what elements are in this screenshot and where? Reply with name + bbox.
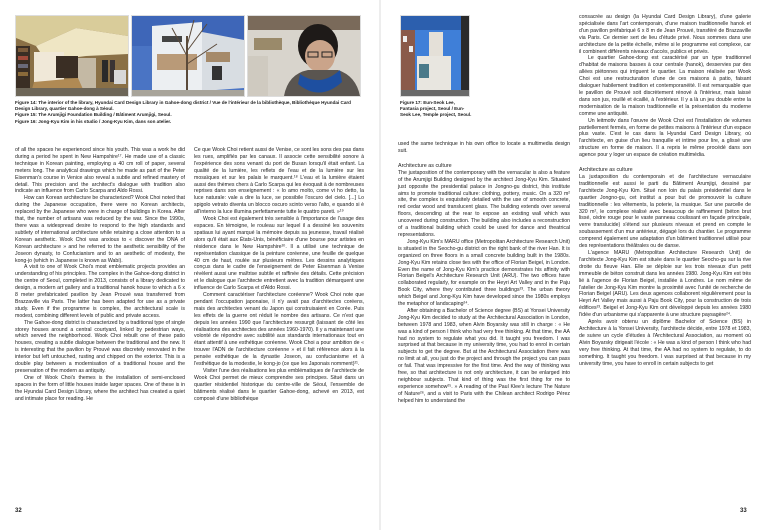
french-column-left <box>194 147 364 403</box>
library-interior-photo <box>15 15 129 97</box>
english-column-left <box>15 147 185 403</box>
body-paragraph: The Gahoe-dong district is characterized by a traditional type of single storey houses around a central courtyard, linked by pedestrian ways, which served the neighborhood. Wook Choi rebuilt one of these patio houses, creating a subtle dialogue between the traditional and the new. It is interesting that the pavilion by Prouvé was discretely renovated in the interior but left untouched, rusting and chipped on the exterior. This is a double play between a modernisation of a traditional house and the preservation of the modern as antiquity. <box>15 319 185 374</box>
figure-16-caption: Figure 16: Jong-Kyu Kim in his studio / Jong-Kyu Kim, dans son atelier. <box>15 118 172 124</box>
architect-portrait-photo <box>247 15 361 97</box>
body-paragraph: Wook Choi est également très sensible à l'importance de l'usage des espaces. En témoigne, le rouleau sur lequel il a dessiné les souvenirs spatiaux lui ayant marqué la mémoire depuis sa jeunesse, travail réalisé alors qu'il était aux États-Unis, bénéficiaire d'une bourse pour artistes en résidence dans le New Hampshire²⁰. Il a utilisé une technique de représentation classique de la peinture coréenne, une feuille de quelque 40 cm de haut, roulée sur plusieurs mètres. Les dessins analytiques conçus dans le cadre de l'enseignement de Peter Eisenman à Venise révèlent aussi une maîtrise subtile et raffinée des détails. Cette précision et le dialogue que l'architecte entretient avec la tradition démarquent une influence de Carlo Scarpa et d'Aldo Rossi. <box>194 216 364 292</box>
body-paragraph: consacrée au design (la Hyundai Card Design Library), d'une galerie spécialisée dans l'art contemporain, d'une maison traditionnelle hanok et d'un pavillon préfabriqué 6 x 8 m de Jean Prouvé, transféré de Brazzaville via Paris. Ce dernier sert de lieu d'étude privé. Nous sommes dans une architecture de la petite échelle, même si le programme est complexe, car il combinent différents niveaux d'accès, publics et privés. <box>579 14 751 55</box>
body-paragraph: How can Korean architecture be characterized? Wook Choi noted that during the Japanese occupation, there were no Korean architects, replaced by the Japanese who were in charge of buildings in Korea. After that, the number of artisans was reduced by the war. Since the 1990s, there was a widespread desire to respond to the high standards and subtlety of international architecture while retaining a close attention to a Korean aesthetic. Wook Choi was anxious to « discover the DNA of Korean architecture » and he referred to the aesthetic sensibility of the Joseon dynasty, to Confucianism and to an aesthetic of modesty, the kong-jo (which in Japanese is known as Wabi). <box>15 195 185 264</box>
body-paragraph: Comment caractériser l'architecture coréenne? Wook Choi note que pendant l'occupation japonaise, il n'y avait pas d'architectes coréens, mais des architectes venant du Japon qui construisaient en Corée. Puis les effets de la guerre ont réduit le nombre des artisans. Ce n'est que depuis les années 1990 que l'architecture ressurgit (laissant de côté les réalisations des architectes des années 1960-1970). Il y a maintenant une volonté de répondre avec subtilité aux standards internationaux tout en étant attentif à une esthétique coréenne. Wook Choi a pour ambition de « trouver l'ADN de l'architecture coréenne » et il fait référence alors à la pensée esthétique de la dynastie Joseon, au confucianisme et à l'esthétique de la modestie, le kong-jo (ce que les Japonais nomment)²¹. <box>194 292 364 368</box>
body-paragraph: Un leitmotiv dans l'œuvre de Wook Choi est l'installation de volumes partiellement fermés, en forme de petites maisons à l'intérieur d'un espace plus vaste. C'est le cas dans la Hyundai Card Design Library, où l'architecte, en guise d'un lieu tranquille et intime pour lire, a glissé une structure en forme de maison. Il a repris le même procédé dans son agence pour y loger un espace de création multimédia. <box>579 117 751 159</box>
figure-captions-left <box>15 100 365 125</box>
body-paragraph: of all the spaces he experienced since his youth. This was a work he did during a period he spent in New Hampshire¹⁷. He made use of a classic technique in Korean painting, employing a 40 cm roll of paper, several meters long. The analytical drawings which he made as part of the Peter Eisenman's course in Venice also reveal a subtle and refined mastery of detail. This precision and the architect's dialogue with tradition also indicate an influence from Carlo Scarpa and Aldo Rossi. <box>15 147 185 195</box>
figure-15-caption: Figure 15: The Arumjigi Foundation Building / Bâtiment Arumjigi, Seoul. <box>15 112 172 118</box>
page-gutter <box>379 0 381 530</box>
body-paragraph: Le quartier Gahoe-dong est caractérisé par un type traditionnel d'habitat de maisons basses à cour centrale (hanok), desservies par des allées piétonnes qui irriguent le quartier. La maison réalisée par Wook Choi est une restructuration d'une de ces maisons à patio, faisant dialoguer habilement tradition et contemporanéité. Il est remarquable que le pavillon de Prouvé soit discrètement rénové à l'intérieur, mais laissé dans son jus, rouillé et écaillé, à l'extérieur. Il y a là un jeu double entre la modernisation de la maison traditionnelle et la présentation du moderne comme une antiquité. <box>579 55 751 117</box>
body-paragraph: After obtaining a Bachelor of Science degree (BS) at Yonsei University Jong-Kyu Kim decided to study at the Architectural Association in London, between 1978 and 1983, when Alvin Boyarsky was still in charge : « He was a kind of person I think who had very free thinking. At that time, the AA had no system to regulate what you did. It taught you freedom. I was surprised at that because in my university time, you had to enrol in certain subjects to get the degree. But at the Architectural Association there was no limit at all, you just do the project and through the project you can pass or fail. That was impressive for the first time. And the way of thinking was free, so that architecture is not only architecture, it can be enlarged into neighbour subjects. That kind of thing was the first thing for me to experience somehow²⁵. » A reading of the Paul Klee's lecture The Nature of Nature²⁶, and a visit to Paris with the Chilean architect Rodrigo Pérez helped him to understand the <box>398 307 570 404</box>
body-paragraph: Après avoir obtenu un diplôme Bachelor of Science (BS) in Architecture à la Yonsei University, l'architecte décide, entre 1978 et 1983, de suivre un cycle d'études à l'Architectural Association, au moment où Alvin Boyarsky dirigeait l'école : « He was a kind of person I think who had very free thinking. At that time, the AA had no system to regulate, to do something. It taught you freedom. I was surprised at that because in my university time, you have to enroll in certain subjects to get <box>579 319 751 367</box>
page-number-right: 33 <box>740 508 747 514</box>
figure-17-caption: Figure 17: Eun-Seok Lee, Fantasia project, Seoul / Eun-Seok Lee, Temple project, Seoul. <box>400 100 472 118</box>
french-column-right <box>579 14 751 367</box>
white-building-photo <box>131 15 245 97</box>
body-paragraph: The juxtaposition of the contemporary with the vernacular is also a feature of the Arumjigi Building designed by the architect Jong-Kyu Kim. Situated just opposite the presidential palace in Jongno-gu district, this institute aims to promote traditional culture: clothing, pottery, music. On a 320 m² site, the complex is exquisitely detailed with the use of smooth concrete, red cedar wood and translucent glass. The building extends over several floors, descending at the rear to expose an existing wall which was uncovered during construction. The building also includes a reconstruction of a traditional building which could be used for dance and theatrical representations. <box>398 169 570 238</box>
section-heading: Architecture as culture <box>579 167 633 174</box>
body-paragraph: used the same technique in his own office to locate a multimedia design suit. <box>398 141 570 154</box>
body-paragraph: Ce que Wook Choi retient aussi de Venise, ce sont les sons des pas dans les rues, amplifiés par les canaux. Il associe cette sensibilité sonore à l'expérience des sons venant du port de Busan lorsqu'il était enfant. La qualité de la lumière, les reflets de l'eau et de la lumière sur les mosaïques et sur les palais le marquent.¹⁸ L'eau et la lumière étaient aussi des thèmes chers à Carlo Scarpa qui les évoquait à de nombreuses reprises dans son enseignement : « Io amo molto, come vi ho detto, la luce naturale: vale a dire la luce, se possibile l'oscuro del cielo. [...] Lo spigolo vetrato diventa un blocco oscuro scinto verso l'alto, e quando si è all'interno la luce illumina perfettamente tutte le quattro pareti. »¹⁹ <box>194 147 364 216</box>
body-paragraph: One of Wook Choi's themes is the installation of semi-enclosed spaces in the form of little houses inside larger spaces. One of these is in the Hyundai Card Design Library, where the architect has created a quiet and intimate place for reading. He <box>15 374 185 402</box>
body-paragraph: A visit to one of Wook Choi's most emblematic projects provides an understanding of his principles. The complex in the Gahoe-dong district in the centre of Seoul, completed in 2013, consists of a library dedicated to design, a modern art gallery and a traditional hanok house to which a 6 x 8 meter prefabricated pavilion by Jean Prouvé was transferred from Brazzaville via Paris. The latter has been adapted for use as a private study. Even if the programme is complex, the architectural scale is modest, combining different levels of public and private access. <box>15 264 185 319</box>
arumjigi-tower-photo <box>400 15 470 97</box>
body-paragraph: Jong-Kyu Kim's MARU office (Metropolitan Architecture Research Unit) is situated in the Seocho-gu district on the right bank of the river Han. It is organized on three floors in a small concrete building built in the 1980s. Jong-Kyu Kim retains close ties with the office of Florian Beigel, in London. Even the name of Jong-Kyu Kim's practice demonstrates his affinity with Florian Beigel's Architecture Research Unit (ARU). The two offices have collaborated regularly, for example on the Heyri Art Valley and in the Paju Book City, where they contributed three buildings²³. The urban theory which Beigel and Jong-Kyu Kim have developed since the 1980s employs the metaphor of landscaping²⁴. <box>398 238 570 308</box>
body-paragraph: La juxtaposition du contemporain et de l'architecture vernaculaire traditionnelle est aussi le parti du Bâtiment Arumjigi, dessiné par l'architecte Jong-Kyu Kim. Situé non loin du palais présidentiel dans le quartier Jongno-gu, cet institut a pour but de promouvoir la culture traditionnelle : les vêtements, la poterie, la musique. Sur une parcelle de 320 m², le complexe réalisé avec beaucoup de raffinement (béton brut lissé, cèdre rouge pour le vaste panneau coulissant en façade principale, verre translucide) s'étend sur plusieurs niveaux et prend en compte le soubassement d'un mur antérieur, dégagé lors du chantier. Le programme comprend également une adaptation d'un bâtiment traditionnel utilisé pour des représentations théâtrales ou de danse. <box>579 174 751 250</box>
figure-14-caption: Figure 14: The interior of the library, Hyundai Card Design Library in Gahoe-dong district / Vue de l'intérieur de la bibliothèque, Bibliothèque Hyundai Card Design Library, quartier Gahoe-dong à Séoul. <box>15 100 351 112</box>
body-paragraph: Visiter l'une des réalisations les plus emblématiques de l'architecte de Wook Choi permet de mieux comprendre ses principes. Situé dans un quartier résidentiel historique du centre-ville de Séoul, l'ensemble de bâtiments réalisé dans le quartier Gahoe-dong, achevé en 2013, est composé d'une bibliothèque <box>194 368 364 402</box>
section-heading: Architecture as culture <box>398 162 452 169</box>
page-number-left: 32 <box>15 508 22 514</box>
body-paragraph: L'agence MARU (Metropolitan Architecture Research Unit) de l'architecte Jong-Kyu Kim est située dans le quartier Seocho-gu sur la rive droite du fleuve Han. Elle se déploie sur les trois niveaux d'un petit immeuble de béton construit dans les années 1980. Jong-Kyu Kim est très lié à l'agence de Florian Beigel, installée à Londres. Le nom même de l'atelier de Jong-Kyu Kim montre la proximité avec l'unité de recherche de Florian Beigel (ARU). Les deux agences collaborent régulièrement pour la Heyri Art Valley mais aussi à Paju Book City, pour la construction de trois édifices²³. Beigel et Jong-Kyu Kim ont développé depuis les années 1980 l'idée d'un urbanisme qui s'apparente à une structure paysagère²⁴. <box>579 250 751 319</box>
english-column-right <box>398 141 570 405</box>
